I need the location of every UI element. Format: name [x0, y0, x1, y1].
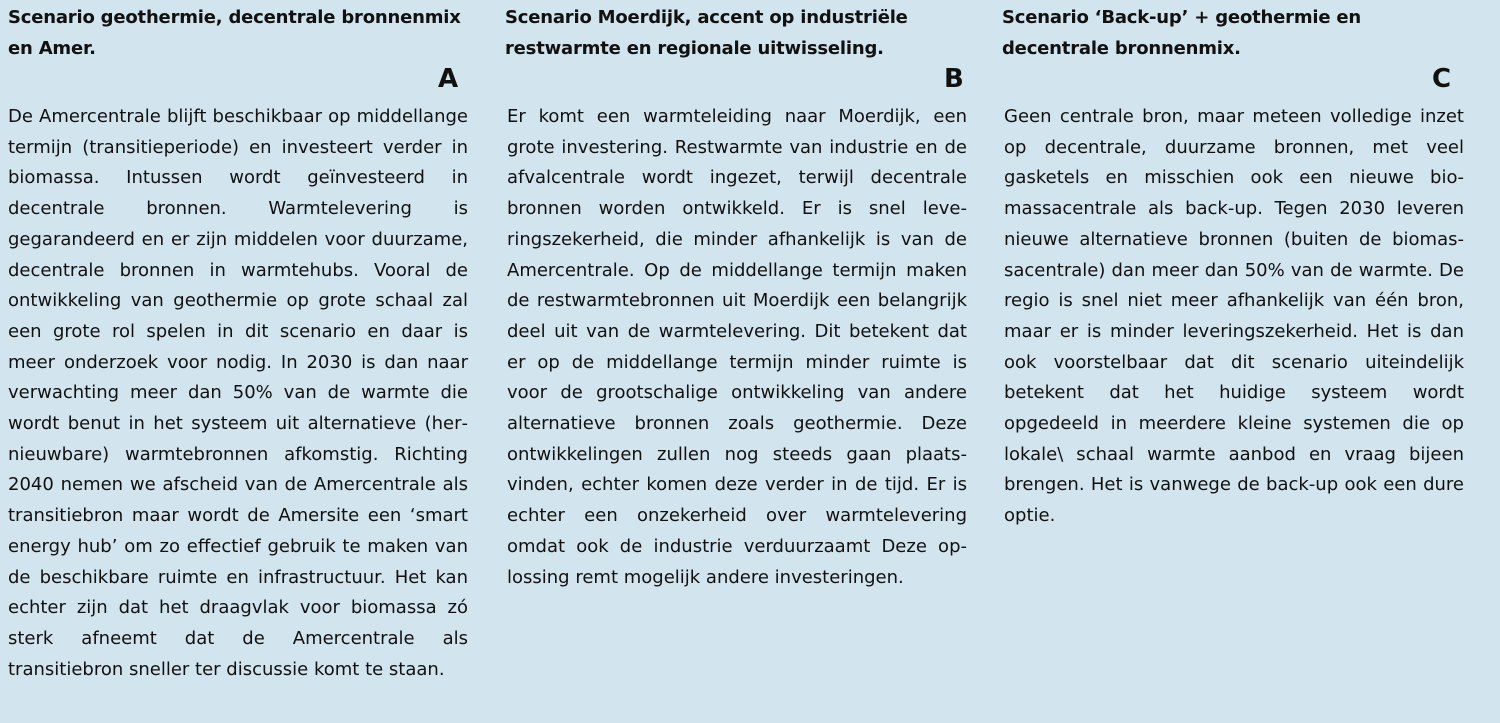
scenario-a-letter: A: [438, 64, 459, 94]
scenario-b-title: Scenario Moerdijk, accent op industriële restwarmte en regionale uitwisseling.: [505, 7, 908, 59]
scenario-a-title: Scenario geothermie, decentrale bronnenmix en Amer.: [8, 7, 461, 59]
scenario-b-body: Er komt een warmteleiding naar Moerdijk, een grote investering. Restwarmte van industrie en de afvalcentrale wordt ingezet, terwijl decentrale bronnen worden ontwikkeld. Er is snel leveringszekerheid, die minder afhankelijk is van de Amercentrale. Op de middellange termijn maken de restwarmtebronnen uit Moerdijk een belangrijk deel uit van de warmtelevering. Dit betekent dat er op de middellange termijn minder ruimte is voor de grootschalige ontwikkeling van andere alternatieve bronnen zoals geothermie. Deze ontwikkelingen zullen nog steeds gaan plaatsvinden, echter komen deze verder in de tijd. Er is echter een onzekerheid over warmtelevering omdat ook de industrie verduurzaamt Deze oplossing remt mogelijk andere investeringen.: [507, 106, 967, 588]
scenario-b-letter: B: [944, 64, 964, 94]
scenario-c-title: Scenario ‘Back-up’ + geothermie en decentrale bronnenmix.: [1002, 7, 1362, 59]
scenario-a-body: De Amercentrale blijft beschikbaar op middellange termijn (transitieperiode) en investeert verder in biomassa. Intussen wordt geïnvesteerd in decentrale bronnen. Warmtelevering is gegarandeerd en er zijn middelen voor duurzame, decentrale bronnen in warmtehubs. Vooral de ontwikkeling van geothermie op grote schaal zal een grote rol spelen in dit scenario en daar is meer onderzoek voor nodig. In 2030 is dan naar verwachting meer dan 50% van de warmte die wordt benut in het systeem uit alternatieve (hernieuwbare) warmtebronnen afkomstig. Richting 2040 nemen we afscheid van de Amercentrale als transitiebron maar wordt de Amersite een ‘smart energy hub’ om zo effectief gebruik te maken van de beschikbare ruimte en infrastructuur. Het kan echter zijn dat het draagvlak voor biomassa zó sterk afneemt dat de Amercentrale als transitiebron sneller ter discussie komt te staan.: [8, 106, 468, 680]
scenario-c-body: Geen centrale bron, maar meteen volledige inzet op decentrale, duurzame bronnen, met veel gasketels en misschien ook een nieuwe biomassacentrale als back-up. Tegen 2030 leveren nieuwe alternatieve bronnen (buiten de biomassacentrale) dan meer dan 50% van de warmte. De regio is snel niet meer afhankelijk van één bron, maar er is minder leveringszekerheid. Het is dan ook voorstelbaar dat dit scenario uiteindelijk betekent dat het huidige systeem wordt opgedeeld in meerdere kleine systemen die op lokale\ schaal warmte aanbod en vraag bijeen brengen. Het is vanwege de back-up ook een dure optie.: [1004, 106, 1464, 527]
scenario-c-letter: C: [1432, 64, 1452, 94]
